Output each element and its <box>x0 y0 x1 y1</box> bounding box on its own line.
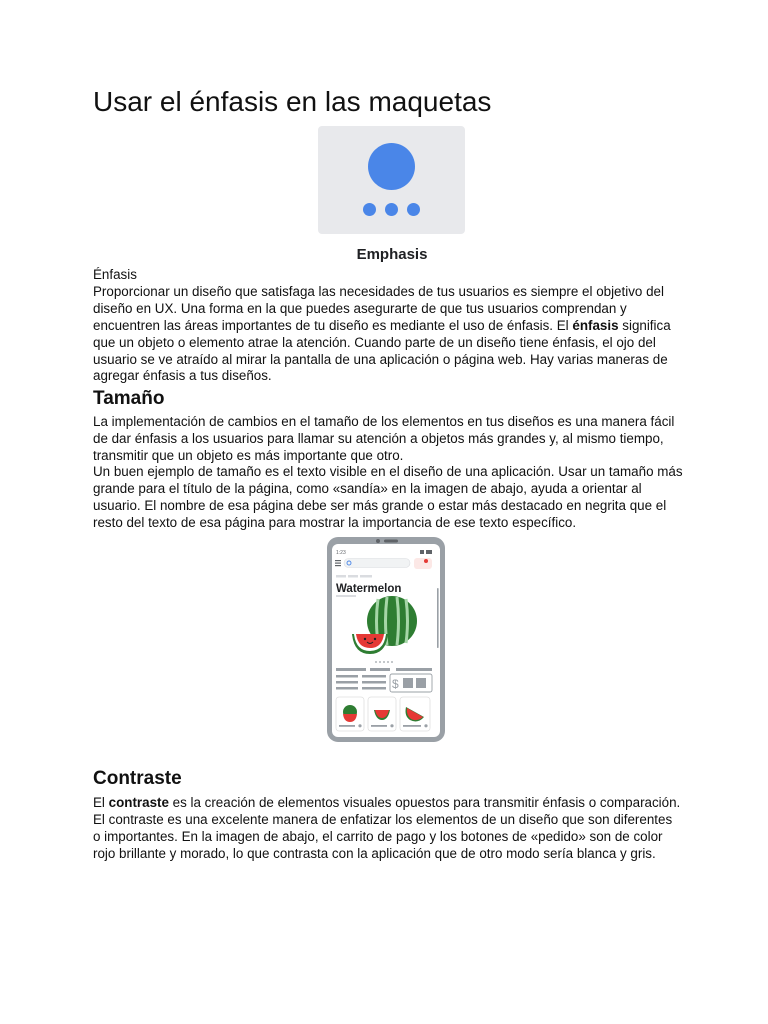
intro-bold-term: énfasis <box>572 317 619 333</box>
size-paragraph-1: La implementación de cambios en el tamaño de los elementos en tus diseños es una manera fácil de dar énfasis a los usuarios para llamar su atención a objetos más grandes y, al mismo tiempo, transmitir que un objeto es más importante que otro. <box>93 414 675 463</box>
page-title: Usar el énfasis en las maquetas <box>93 86 492 117</box>
figure-caption: Emphasis <box>356 246 428 263</box>
small-dot-icon <box>407 203 420 216</box>
status-time: 1:23 <box>336 550 346 556</box>
size-paragraph-2: Un buen ejemplo de tamaño es el texto visible en el diseño de una aplicación. Usar un tamaño más grande para el título de la página, como «sandía» en la imagen de abajo, ayuda a orientar al usuario. El nombre de esa página debe ser más grande o estar más destacado en negrita que el resto del texto de esa página para mostrar la importancia de ese texto específico. <box>93 464 683 530</box>
intro-paragraph <box>93 267 683 385</box>
contrast-text-continued: es la creación de elementos visuales opuestos para transmitir énfasis o comparación. El contraste es una excelente manera de enfatizar los elementos de un diseño que son diferentes o importantes. En la imagen de abajo, el carrito de pago y los botones de «pedido» son de color rojo brillante y morado, lo que contrasta con la aplicación que de otro modo sería blanca y gris. <box>93 795 681 861</box>
price-symbol: $ <box>392 677 399 691</box>
intro-text-continued: significa que un objeto o elemento atrae la atención. Cuando parte de un diseño tiene énfasis, el ojo del usuario se ve atraído al mirar la pantalla de una aplicación o página web. Hay varias maneras de agregar énfasis a tus diseños. <box>93 317 671 384</box>
size-heading: Tamaño <box>93 388 165 409</box>
small-dot-icon <box>363 203 376 216</box>
contrast-paragraph <box>93 795 683 863</box>
contrast-bold-term: contraste <box>108 795 169 810</box>
emphasis-figure <box>93 124 675 266</box>
large-circle-icon <box>368 143 415 190</box>
product-title: Watermelon <box>336 583 402 595</box>
small-dot-icon <box>385 203 398 216</box>
contrast-heading: Contraste <box>93 768 182 789</box>
phone-mockup-figure <box>326 536 446 743</box>
intro-label: Énfasis <box>93 267 137 282</box>
phone-illustration <box>326 536 446 743</box>
intro-text: Proporcionar un diseño que satisfaga las necesidades de tus usuarios es siempre el objetivo del diseño en UX. Una forma en la que puedes asegurarte de que tus usuarios comprendan y encuentren las áreas importantes de tu diseño es mediante el uso de énfasis. El <box>93 283 664 333</box>
emphasis-card <box>318 126 465 234</box>
contrast-text: El <box>93 795 109 810</box>
